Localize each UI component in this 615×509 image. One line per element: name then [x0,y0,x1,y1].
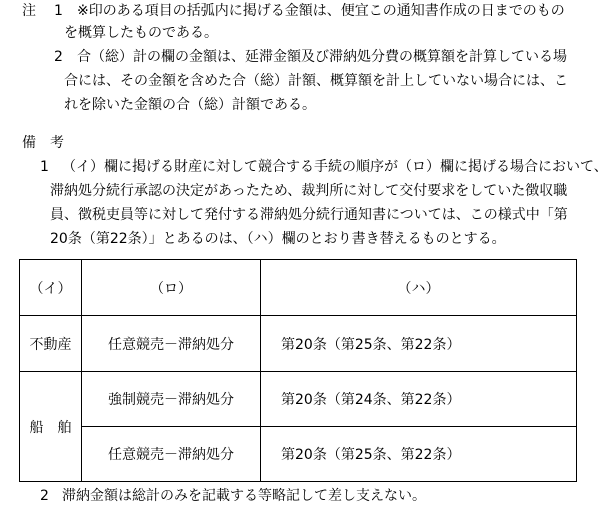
note-1-line-2: を概算したものである。 [64,25,218,41]
replacement-text: 第20条（第25条、第22条） [261,316,577,372]
remark-1-line-2: 滞納処分続行承認の決定があったため、裁判所に対して交付要求をしていた徴収職 [50,183,568,199]
note-2-line-1: 合（総）計の欄の金額は、延滞金額及び滞納処分費の概算額を計算している場 [77,49,567,65]
procedure-order: 任意競売－滞納処分 [82,427,261,482]
note-1-number: 1 [54,3,63,19]
header-ro: （ロ） [82,260,261,316]
table-row [20,427,577,482]
remark-1-number: 1 [40,159,49,175]
table-row [20,316,577,372]
procedure-order: 強制競売－滞納処分 [82,372,261,427]
note-2-line-3: れを除いた金額の合（総）計額である。 [64,97,316,113]
replacement-table [19,259,577,482]
note-1-line-1: ※印のある項目の括弧内に掲げる金額は、便宜この通知書作成の日までのもの [77,3,565,19]
remarks-heading: 備 考 [22,135,64,151]
procedure-order: 任意競売－滞納処分 [82,316,261,372]
property-senpaku: 船 舶 [20,372,82,482]
property-fudosan: 不動産 [20,316,82,372]
notes-heading: 注 [22,3,36,19]
note-2-line-2: 合には、その金額を含めた合（総）計額、概算額を計上していない場合には、こ [64,73,568,89]
remark-2-number: 2 [40,488,49,504]
remark-1-line-3: 員、徴税吏員等に対して発付する滞納処分続行通知書については、この様式中「第 [50,207,568,223]
remark-2-text: 滞納金額は総計のみを記載する等略記して差し支えない。 [62,488,426,504]
replacement-text: 第20条（第25条、第22条） [261,427,577,482]
header-i: （イ） [20,260,82,316]
table-header-row [20,260,577,316]
remark-1-line-1: （イ）欄に掲げる財産に対して競合する手続の順序が（ロ）欄に掲げる場合において、 [62,159,608,175]
remark-1-line-4: 20条（第22条）」とあるのは、（ハ）欄のとおり書き替えるものとする。 [50,231,506,247]
note-2-number: 2 [54,49,63,65]
table-row [20,372,577,427]
replacement-text: 第20条（第24条、第22条） [261,372,577,427]
header-ha: （ハ） [261,260,577,316]
